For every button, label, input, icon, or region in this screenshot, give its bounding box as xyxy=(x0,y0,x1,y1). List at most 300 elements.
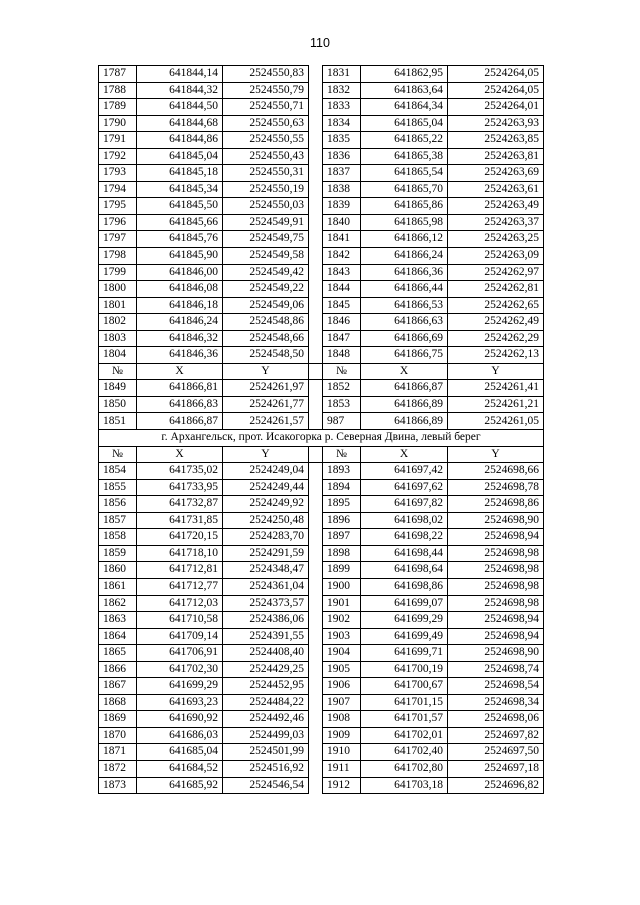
y-coordinate-cell: 2524549,42 xyxy=(223,264,309,281)
point-number-cell: 1804 xyxy=(99,347,137,364)
point-number-cell: 1788 xyxy=(99,82,137,99)
point-number-cell: 1855 xyxy=(99,479,137,496)
x-coordinate-cell: 641862,95 xyxy=(361,66,448,83)
x-coordinate-cell: 641701,57 xyxy=(361,711,448,728)
point-number-cell: 1854 xyxy=(99,463,137,480)
y-coordinate-cell: 2524283,70 xyxy=(223,529,309,546)
column-gap xyxy=(309,760,323,777)
column-gap xyxy=(309,727,323,744)
point-number-cell: 1863 xyxy=(99,612,137,629)
column-header-number: № xyxy=(323,363,361,380)
x-coordinate-cell: 641844,68 xyxy=(137,115,223,132)
point-number-cell: 1866 xyxy=(99,661,137,678)
y-coordinate-cell: 2524386,06 xyxy=(223,612,309,629)
point-number-cell: 1800 xyxy=(99,281,137,298)
y-coordinate-cell: 2524698,98 xyxy=(448,578,544,595)
x-coordinate-cell: 641706,91 xyxy=(137,645,223,662)
y-coordinate-cell: 2524546,54 xyxy=(223,777,309,794)
point-number-cell: 1838 xyxy=(323,181,361,198)
y-coordinate-cell: 2524264,01 xyxy=(448,99,544,116)
y-coordinate-cell: 2524262,65 xyxy=(448,297,544,314)
column-gap xyxy=(309,595,323,612)
y-coordinate-cell: 2524261,41 xyxy=(448,380,544,397)
y-coordinate-cell: 2524263,37 xyxy=(448,214,544,231)
column-header-y: Y xyxy=(448,446,544,463)
x-coordinate-cell: 641685,04 xyxy=(137,744,223,761)
y-coordinate-cell: 2524262,13 xyxy=(448,347,544,364)
y-coordinate-cell: 2524262,49 xyxy=(448,314,544,331)
column-gap xyxy=(309,66,323,83)
column-gap xyxy=(309,231,323,248)
y-coordinate-cell: 2524698,98 xyxy=(448,595,544,612)
point-number-cell: 1899 xyxy=(323,562,361,579)
table-row xyxy=(99,297,544,314)
point-number-cell: 1791 xyxy=(99,132,137,149)
point-number-cell: 1871 xyxy=(99,744,137,761)
point-number-cell: 1864 xyxy=(99,628,137,645)
y-coordinate-cell: 2524698,74 xyxy=(448,661,544,678)
point-number-cell: 1868 xyxy=(99,694,137,711)
y-coordinate-cell: 2524698,90 xyxy=(448,512,544,529)
point-number-cell: 1897 xyxy=(323,529,361,546)
page-number: 110 xyxy=(310,36,330,50)
y-coordinate-cell: 2524262,81 xyxy=(448,281,544,298)
x-coordinate-cell: 641700,67 xyxy=(361,678,448,695)
table-row xyxy=(99,148,544,165)
column-header-y: Y xyxy=(223,446,309,463)
column-gap xyxy=(309,463,323,480)
x-coordinate-cell: 641686,03 xyxy=(137,727,223,744)
point-number-cell: 987 xyxy=(323,413,361,430)
y-coordinate-cell: 2524549,22 xyxy=(223,281,309,298)
x-coordinate-cell: 641866,89 xyxy=(361,413,448,430)
table-row xyxy=(99,231,544,248)
y-coordinate-cell: 2524408,40 xyxy=(223,645,309,662)
column-gap xyxy=(309,612,323,629)
x-coordinate-cell: 641846,24 xyxy=(137,314,223,331)
x-coordinate-cell: 641865,04 xyxy=(361,115,448,132)
column-header-x: X xyxy=(361,446,448,463)
y-coordinate-cell: 2524548,66 xyxy=(223,330,309,347)
y-coordinate-cell: 2524698,90 xyxy=(448,645,544,662)
x-coordinate-cell: 641699,71 xyxy=(361,645,448,662)
x-coordinate-cell: 641845,50 xyxy=(137,198,223,215)
y-coordinate-cell: 2524549,91 xyxy=(223,214,309,231)
y-coordinate-cell: 2524263,93 xyxy=(448,115,544,132)
y-coordinate-cell: 2524698,34 xyxy=(448,694,544,711)
column-gap xyxy=(309,479,323,496)
point-number-cell: 1861 xyxy=(99,578,137,595)
table-row xyxy=(99,678,544,695)
point-number-cell: 1912 xyxy=(323,777,361,794)
x-coordinate-cell: 641845,18 xyxy=(137,165,223,182)
table-row xyxy=(99,380,544,397)
point-number-cell: 1850 xyxy=(99,396,137,413)
point-number-cell: 1831 xyxy=(323,66,361,83)
column-gap xyxy=(309,711,323,728)
point-number-cell: 1794 xyxy=(99,181,137,198)
x-coordinate-cell: 641685,92 xyxy=(137,777,223,794)
table-row xyxy=(99,181,544,198)
column-gap xyxy=(309,645,323,662)
x-coordinate-cell: 641701,15 xyxy=(361,694,448,711)
y-coordinate-cell: 2524262,97 xyxy=(448,264,544,281)
y-coordinate-cell: 2524348,47 xyxy=(223,562,309,579)
y-coordinate-cell: 2524697,18 xyxy=(448,760,544,777)
y-coordinate-cell: 2524698,54 xyxy=(448,678,544,695)
x-coordinate-cell: 641865,86 xyxy=(361,198,448,215)
x-coordinate-cell: 641846,00 xyxy=(137,264,223,281)
point-number-cell: 1856 xyxy=(99,496,137,513)
table-row xyxy=(99,132,544,149)
column-gap xyxy=(309,330,323,347)
column-gap xyxy=(309,628,323,645)
y-coordinate-cell: 2524698,78 xyxy=(448,479,544,496)
y-coordinate-cell: 2524696,82 xyxy=(448,777,544,794)
y-coordinate-cell: 2524263,49 xyxy=(448,198,544,215)
x-coordinate-cell: 641698,02 xyxy=(361,512,448,529)
column-gap xyxy=(309,413,323,430)
x-coordinate-cell: 641845,34 xyxy=(137,181,223,198)
x-coordinate-cell: 641844,50 xyxy=(137,99,223,116)
column-gap xyxy=(309,512,323,529)
x-coordinate-cell: 641698,22 xyxy=(361,529,448,546)
x-coordinate-cell: 641699,07 xyxy=(361,595,448,612)
point-number-cell: 1903 xyxy=(323,628,361,645)
table-row xyxy=(99,314,544,331)
table-row xyxy=(99,413,544,430)
point-number-cell: 1837 xyxy=(323,165,361,182)
table-row xyxy=(99,628,544,645)
point-number-cell: 1833 xyxy=(323,99,361,116)
table-row xyxy=(99,330,544,347)
point-number-cell: 1849 xyxy=(99,380,137,397)
column-gap xyxy=(309,281,323,298)
y-coordinate-cell: 2524550,31 xyxy=(223,165,309,182)
y-coordinate-cell: 2524548,50 xyxy=(223,347,309,364)
point-number-cell: 1797 xyxy=(99,231,137,248)
point-number-cell: 1895 xyxy=(323,496,361,513)
point-number-cell: 1801 xyxy=(99,297,137,314)
y-coordinate-cell: 2524484,22 xyxy=(223,694,309,711)
point-number-cell: 1896 xyxy=(323,512,361,529)
column-gap xyxy=(309,380,323,397)
y-coordinate-cell: 2524263,81 xyxy=(448,148,544,165)
column-gap xyxy=(309,314,323,331)
table-row xyxy=(99,165,544,182)
y-coordinate-cell: 2524697,50 xyxy=(448,744,544,761)
x-coordinate-cell: 641709,14 xyxy=(137,628,223,645)
table-row xyxy=(99,595,544,612)
point-number-cell: 1857 xyxy=(99,512,137,529)
column-gap xyxy=(309,297,323,314)
table-row xyxy=(99,545,544,562)
column-gap xyxy=(309,198,323,215)
y-coordinate-cell: 2524264,05 xyxy=(448,82,544,99)
x-coordinate-cell: 641700,19 xyxy=(361,661,448,678)
point-number-cell: 1839 xyxy=(323,198,361,215)
x-coordinate-cell: 641866,36 xyxy=(361,264,448,281)
point-number-cell: 1842 xyxy=(323,248,361,265)
y-coordinate-cell: 2524550,71 xyxy=(223,99,309,116)
x-coordinate-cell: 641866,81 xyxy=(137,380,223,397)
point-number-cell: 1795 xyxy=(99,198,137,215)
y-coordinate-cell: 2524698,66 xyxy=(448,463,544,480)
y-coordinate-cell: 2524263,69 xyxy=(448,165,544,182)
point-number-cell: 1803 xyxy=(99,330,137,347)
y-coordinate-cell: 2524249,92 xyxy=(223,496,309,513)
point-number-cell: 1787 xyxy=(99,66,137,83)
x-coordinate-cell: 641702,80 xyxy=(361,760,448,777)
point-number-cell: 1845 xyxy=(323,297,361,314)
table-row xyxy=(99,661,544,678)
x-coordinate-cell: 641720,15 xyxy=(137,529,223,546)
x-coordinate-cell: 641865,98 xyxy=(361,214,448,231)
x-coordinate-cell: 641718,10 xyxy=(137,545,223,562)
point-number-cell: 1908 xyxy=(323,711,361,728)
column-gap xyxy=(309,661,323,678)
section-title-row xyxy=(99,430,544,447)
point-number-cell: 1848 xyxy=(323,347,361,364)
y-coordinate-cell: 2524516,92 xyxy=(223,760,309,777)
x-coordinate-cell: 641710,58 xyxy=(137,612,223,629)
table-row xyxy=(99,281,544,298)
y-coordinate-cell: 2524499,03 xyxy=(223,727,309,744)
table-row xyxy=(99,99,544,116)
x-coordinate-cell: 641844,86 xyxy=(137,132,223,149)
x-coordinate-cell: 641712,77 xyxy=(137,578,223,595)
y-coordinate-cell: 2524698,98 xyxy=(448,562,544,579)
x-coordinate-cell: 641845,04 xyxy=(137,148,223,165)
x-coordinate-cell: 641731,85 xyxy=(137,512,223,529)
table-row xyxy=(99,711,544,728)
y-coordinate-cell: 2524549,75 xyxy=(223,231,309,248)
column-gap xyxy=(309,132,323,149)
x-coordinate-cell: 641699,29 xyxy=(137,678,223,695)
column-gap xyxy=(309,678,323,695)
point-number-cell: 1796 xyxy=(99,214,137,231)
y-coordinate-cell: 2524263,61 xyxy=(448,181,544,198)
column-gap xyxy=(309,529,323,546)
y-coordinate-cell: 2524264,05 xyxy=(448,66,544,83)
y-coordinate-cell: 2524429,25 xyxy=(223,661,309,678)
column-header-x: X xyxy=(137,363,223,380)
column-gap xyxy=(309,99,323,116)
column-header-y: Y xyxy=(223,363,309,380)
x-coordinate-cell: 641865,70 xyxy=(361,181,448,198)
y-coordinate-cell: 2524550,79 xyxy=(223,82,309,99)
column-gap xyxy=(309,694,323,711)
point-number-cell: 1832 xyxy=(323,82,361,99)
column-gap xyxy=(309,82,323,99)
table-row xyxy=(99,115,544,132)
y-coordinate-cell: 2524492,46 xyxy=(223,711,309,728)
point-number-cell: 1852 xyxy=(323,380,361,397)
table-header-row xyxy=(99,363,544,380)
x-coordinate-cell: 641684,52 xyxy=(137,760,223,777)
column-gap xyxy=(309,545,323,562)
column-gap xyxy=(309,115,323,132)
x-coordinate-cell: 641735,02 xyxy=(137,463,223,480)
y-coordinate-cell: 2524249,44 xyxy=(223,479,309,496)
y-coordinate-cell: 2524261,05 xyxy=(448,413,544,430)
point-number-cell: 1862 xyxy=(99,595,137,612)
x-coordinate-cell: 641846,36 xyxy=(137,347,223,364)
x-coordinate-cell: 641866,87 xyxy=(137,413,223,430)
point-number-cell: 1905 xyxy=(323,661,361,678)
table-row xyxy=(99,248,544,265)
y-coordinate-cell: 2524263,25 xyxy=(448,231,544,248)
y-coordinate-cell: 2524261,57 xyxy=(223,413,309,430)
y-coordinate-cell: 2524261,77 xyxy=(223,396,309,413)
point-number-cell: 1904 xyxy=(323,645,361,662)
y-coordinate-cell: 2524697,82 xyxy=(448,727,544,744)
column-gap xyxy=(309,578,323,595)
y-coordinate-cell: 2524550,19 xyxy=(223,181,309,198)
y-coordinate-cell: 2524550,63 xyxy=(223,115,309,132)
table-row xyxy=(99,578,544,595)
x-coordinate-cell: 641863,64 xyxy=(361,82,448,99)
column-gap xyxy=(309,777,323,794)
x-coordinate-cell: 641712,81 xyxy=(137,562,223,579)
x-coordinate-cell: 641845,76 xyxy=(137,231,223,248)
point-number-cell: 1835 xyxy=(323,132,361,149)
x-coordinate-cell: 641698,64 xyxy=(361,562,448,579)
x-coordinate-cell: 641733,95 xyxy=(137,479,223,496)
column-header-number: № xyxy=(323,446,361,463)
point-number-cell: 1909 xyxy=(323,727,361,744)
column-header-number: № xyxy=(99,446,137,463)
point-number-cell: 1853 xyxy=(323,396,361,413)
point-number-cell: 1860 xyxy=(99,562,137,579)
x-coordinate-cell: 641864,34 xyxy=(361,99,448,116)
x-coordinate-cell: 641866,24 xyxy=(361,248,448,265)
y-coordinate-cell: 2524549,06 xyxy=(223,297,309,314)
x-coordinate-cell: 641866,12 xyxy=(361,231,448,248)
x-coordinate-cell: 641846,18 xyxy=(137,297,223,314)
x-coordinate-cell: 641865,38 xyxy=(361,148,448,165)
x-coordinate-cell: 641846,08 xyxy=(137,281,223,298)
x-coordinate-cell: 641697,62 xyxy=(361,479,448,496)
table-row xyxy=(99,694,544,711)
point-number-cell: 1894 xyxy=(323,479,361,496)
point-number-cell: 1851 xyxy=(99,413,137,430)
column-header-x: X xyxy=(137,446,223,463)
x-coordinate-cell: 641697,82 xyxy=(361,496,448,513)
table-row xyxy=(99,264,544,281)
y-coordinate-cell: 2524262,29 xyxy=(448,330,544,347)
point-number-cell: 1859 xyxy=(99,545,137,562)
column-gap xyxy=(309,562,323,579)
x-coordinate-cell: 641866,53 xyxy=(361,297,448,314)
x-coordinate-cell: 641866,63 xyxy=(361,314,448,331)
column-gap xyxy=(309,744,323,761)
x-coordinate-cell: 641690,92 xyxy=(137,711,223,728)
point-number-cell: 1872 xyxy=(99,760,137,777)
point-number-cell: 1906 xyxy=(323,678,361,695)
table-row xyxy=(99,727,544,744)
column-gap xyxy=(309,264,323,281)
table-row xyxy=(99,66,544,83)
x-coordinate-cell: 641702,40 xyxy=(361,744,448,761)
y-coordinate-cell: 2524361,04 xyxy=(223,578,309,595)
x-coordinate-cell: 641702,01 xyxy=(361,727,448,744)
x-coordinate-cell: 641693,23 xyxy=(137,694,223,711)
x-coordinate-cell: 641697,42 xyxy=(361,463,448,480)
y-coordinate-cell: 2524698,98 xyxy=(448,545,544,562)
y-coordinate-cell: 2524550,43 xyxy=(223,148,309,165)
coordinates-table-body xyxy=(99,66,544,794)
x-coordinate-cell: 641698,44 xyxy=(361,545,448,562)
x-coordinate-cell: 641712,03 xyxy=(137,595,223,612)
x-coordinate-cell: 641845,90 xyxy=(137,248,223,265)
column-gap xyxy=(309,496,323,513)
point-number-cell: 1793 xyxy=(99,165,137,182)
x-coordinate-cell: 641702,30 xyxy=(137,661,223,678)
point-number-cell: 1799 xyxy=(99,264,137,281)
column-gap xyxy=(309,396,323,413)
point-number-cell: 1846 xyxy=(323,314,361,331)
x-coordinate-cell: 641845,66 xyxy=(137,214,223,231)
point-number-cell: 1858 xyxy=(99,529,137,546)
table-row xyxy=(99,463,544,480)
y-coordinate-cell: 2524263,09 xyxy=(448,248,544,265)
x-coordinate-cell: 641865,54 xyxy=(361,165,448,182)
point-number-cell: 1900 xyxy=(323,578,361,595)
point-number-cell: 1870 xyxy=(99,727,137,744)
table-row xyxy=(99,198,544,215)
y-coordinate-cell: 2524550,55 xyxy=(223,132,309,149)
y-coordinate-cell: 2524548,86 xyxy=(223,314,309,331)
y-coordinate-cell: 2524550,03 xyxy=(223,198,309,215)
y-coordinate-cell: 2524261,97 xyxy=(223,380,309,397)
column-gap xyxy=(309,446,323,463)
y-coordinate-cell: 2524250,48 xyxy=(223,512,309,529)
point-number-cell: 1840 xyxy=(323,214,361,231)
column-gap xyxy=(309,181,323,198)
point-number-cell: 1792 xyxy=(99,148,137,165)
y-coordinate-cell: 2524261,21 xyxy=(448,396,544,413)
table-row xyxy=(99,777,544,794)
y-coordinate-cell: 2524698,94 xyxy=(448,612,544,629)
y-coordinate-cell: 2524452,95 xyxy=(223,678,309,695)
point-number-cell: 1902 xyxy=(323,612,361,629)
x-coordinate-cell: 641703,18 xyxy=(361,777,448,794)
x-coordinate-cell: 641866,69 xyxy=(361,330,448,347)
x-coordinate-cell: 641866,44 xyxy=(361,281,448,298)
point-number-cell: 1898 xyxy=(323,545,361,562)
point-number-cell: 1865 xyxy=(99,645,137,662)
column-gap xyxy=(309,347,323,364)
point-number-cell: 1834 xyxy=(323,115,361,132)
x-coordinate-cell: 641699,29 xyxy=(361,612,448,629)
point-number-cell: 1802 xyxy=(99,314,137,331)
column-header-number: № xyxy=(99,363,137,380)
y-coordinate-cell: 2524698,86 xyxy=(448,496,544,513)
column-gap xyxy=(309,363,323,380)
section-title: г. Архангельск, прот. Исакогорка р. Северная Двина, левый берег xyxy=(99,430,544,447)
table-row xyxy=(99,529,544,546)
table-row xyxy=(99,760,544,777)
table-row xyxy=(99,214,544,231)
y-coordinate-cell: 2524550,83 xyxy=(223,66,309,83)
y-coordinate-cell: 2524698,06 xyxy=(448,711,544,728)
x-coordinate-cell: 641732,87 xyxy=(137,496,223,513)
point-number-cell: 1836 xyxy=(323,148,361,165)
x-coordinate-cell: 641865,22 xyxy=(361,132,448,149)
column-header-y: Y xyxy=(448,363,544,380)
column-gap xyxy=(309,165,323,182)
